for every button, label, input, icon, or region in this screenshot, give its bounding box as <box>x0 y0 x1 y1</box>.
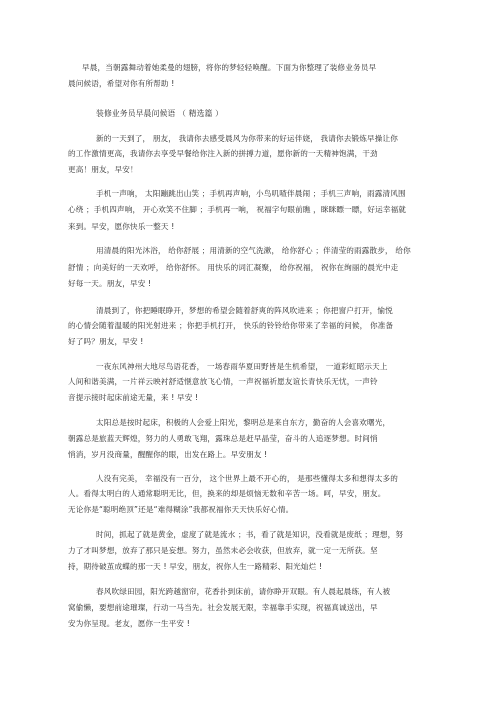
paragraph-4-line-3: 好了吗？朋友，早安 ! <box>68 337 144 346</box>
paragraph-2-line-2: 心绕 ；手机四声响， 开心欢笑不住脚 ；手机再一响， 祝福字句眼前瞧 ，眯眯瞟一瞟，好运幸福就 <box>68 205 407 214</box>
paragraph-3-line-2: 舒情 ；向美好的一天欢呼， 给你舒怀。 用快乐的词汇凝聚， 给你祝福， 祝你在绚丽的晨光中走 <box>68 263 399 272</box>
paragraph-8-line-3: 持，期待破茧成蝶的那一天 ! 早安，朋友，祝你人生一路精彩、阳光灿烂 ! <box>68 562 323 571</box>
paragraph-2-line-1: 手机一声响， 太阳蹦跳出山笑 ；手机再声响，小鸟叽喳伴晨闹 ；手机三声响，雨露清风围 <box>96 189 406 198</box>
paragraph-9-line-3: 安为你呈现。老友，愿你一生平安 ! <box>68 619 190 628</box>
paragraph-7-line-3: 无论你是“聪明绝顶”还是“难得糊涂”我都祝福你天天快乐好心情。 <box>68 505 294 514</box>
paragraph-7-line-2: 人。看得太明白的人通常聪明无比，但，换来的却是烦恼无数和辛苦一场。呵，早安，朋友。 <box>68 489 386 498</box>
paragraph-6-line-1: 太阳总是按时起床，积极的人会爱上阳光，黎明总是来自东方，勤奋的人会喜欢曙光， <box>96 418 391 427</box>
paragraph-8-line-2: 力了才叫梦想，放弃了那只是妄想。努力，虽然未必会收获，但放弃，就一定一无所获。坚 <box>68 546 378 555</box>
paragraph-1-line-2: 的工作激情更高，我请你去享受早餐给你注入新的拼搏力道，愿你新的一天精神饱满，干劲 <box>68 149 378 158</box>
intro-line-1: 早晨，当朝露舞动着她柔曼的翅膀，将你的梦轻轻唤醒。下面为你整理了装修业务员早 <box>82 63 377 72</box>
paragraph-2-line-3: 来到。早安，愿你快乐一整天 ! <box>68 222 175 231</box>
paragraph-5-line-3: 音提示接时起床前途无量，来 ! 早安 ! <box>68 393 199 402</box>
paragraph-6-line-2: 朝露总是旅蓝天辉煌，努力的人勇敢飞翔，露珠总是赶早晶莹，奋斗的人追逐梦想。时间悄 <box>68 434 378 443</box>
intro-line-2: 晨问候语，希望对你有所帮助 ! <box>68 79 175 88</box>
document-title: 装修业务员早晨问候语 （ 精选篇 ） <box>96 109 224 118</box>
paragraph-4-line-1: 清晨到了，你把睡眠睁开，梦想的希望会随着舒爽的阵风吹进来 ；你把窗户打开，愉悦 <box>96 306 393 315</box>
paragraph-8-line-1: 时间，抓起了就是黄金，虚度了就是流水 ；书，看了就是知识，没看就是废纸 ；理想，努 <box>96 530 404 539</box>
paragraph-1-line-1: 新的一天到了， 朋友， 我请你去感受晨风为你带来的好运伴娆， 我请你去锻炼早操让你 <box>96 134 398 143</box>
paragraph-4-line-2: 的心情会随着温暖的阳光射进来 ；你把手机打开， 快乐的铃铃给你带来了幸福的问候， 你准备 <box>68 321 394 330</box>
paragraph-1-line-3: 更高！朋友，早安！ <box>68 165 138 174</box>
paragraph-5-line-1: 一夜东风神州大地尽鸟语花香， 一场春雨华夏田野皆是生机希望， 一道彩虹昭示天上 <box>96 362 388 371</box>
paragraph-9-line-2: 窝偷懒，要想前途璀璨，行动一马当先。社会发展无限，幸福靠手实现，祝福真诚送出，早 <box>68 603 378 612</box>
paragraph-7-line-1: 人没有完美， 幸福没有一百分， 这个世界上最不开心的， 是那些懂得太多和想得太多的 <box>96 474 398 483</box>
paragraph-5-line-2: 人间和谐美满，一片祥云映衬舒适惬意放飞心情，一声祝福祈愿友谊长青快乐无忧，一声铃 <box>68 377 378 386</box>
paragraph-3-line-3: 好每一天。朋友，早安 ! <box>68 279 152 288</box>
paragraph-6-line-3: 悄消，岁月没商量，醒醒你的眼，出发在路上。早安朋友 ! <box>68 450 268 459</box>
paragraph-9-line-1: 春风吹绿田园，阳光跨越窗帘，花香扑到床前，请你睁开双眼。有人晨起晨练，有人被 <box>96 587 391 596</box>
paragraph-3-line-1: 用清晨的阳光沐浴， 给你舒展 ；用清新的空气洗漱， 给你舒心 ；伴清莹的雨露散步， 给你 <box>96 246 411 255</box>
